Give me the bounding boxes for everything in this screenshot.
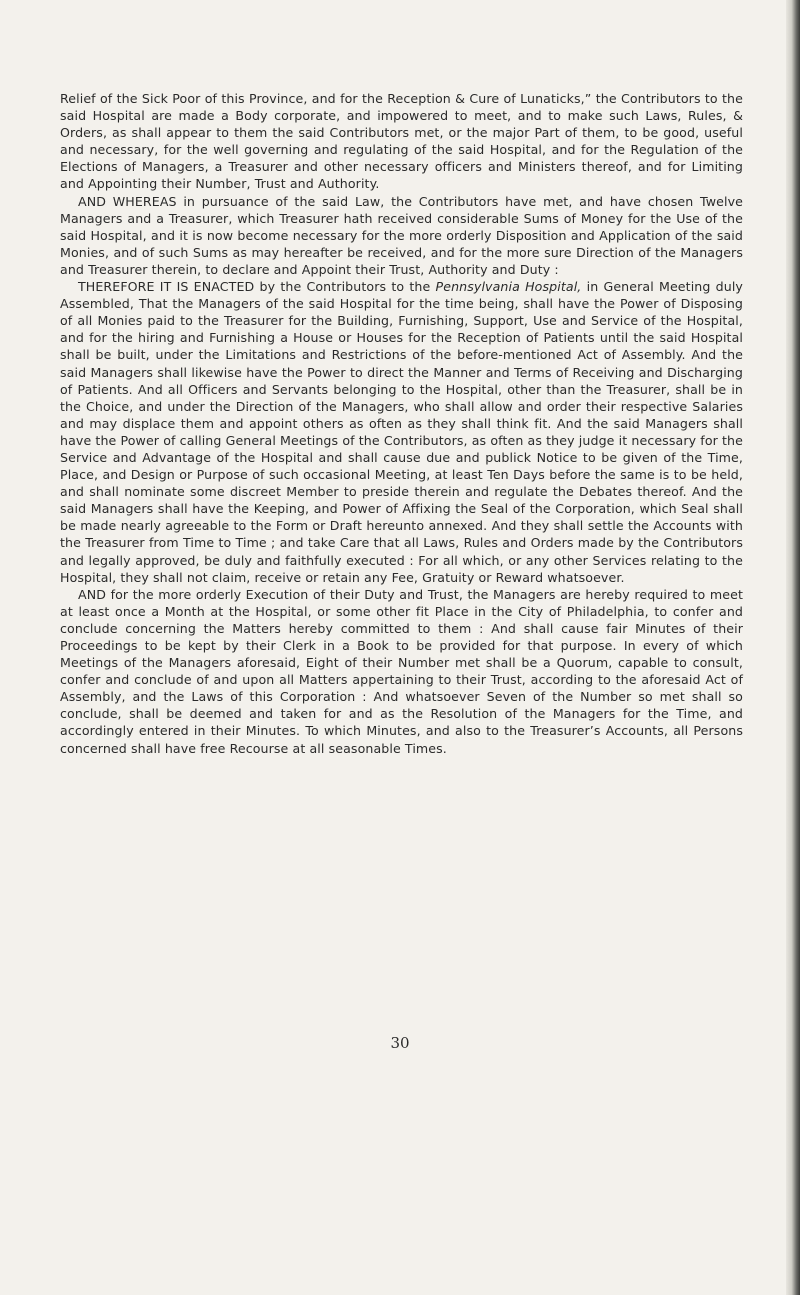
- page-edge-shadow: [786, 0, 800, 1295]
- paragraph-therefore: [60, 278, 743, 586]
- paragraph-therefore-rest: in General Meeting duly Assembled, That the Managers of the said Hospital for the time being, shall have the Power of Disposing of all Monies paid to the Treasurer for the Building, Furnishing, Support, Use and Service of the Hospital, and for the hiring and Furnishing a House or Houses for the Reception of Patients until the said Hospital shall be built, under the Limitations and Restrictions of the before-mentioned Act of Assembly. And the said Managers shall likewise have the Power to direct the Manner and Terms of Receiving and Discharging of Patients. And all Officers and Servants belonging to the Hospital, other than the Treasurer, shall be in the Choice, and under the Direction of the Managers, who shall allow and order their respective Salaries and may displace them and appoint others as often as they shall think fit. And the said Managers shall have the Power of calling General Meetings of the Contributors, as often as they judge it necessary for the Service and Advantage of the Hospital and shall cause due and publick Notice to be given of the Time, Place, and Design or Purpose of such occasional Meeting, at least Ten Days before the same is to be held, and shall nominate some discreet Member to preside therein and regulate the Debates thereof. And the said Managers shall have the Keeping, and Power of Affixing the Seal of the Corporation, which Seal shall be made nearly agreeable to the Form or Draft hereunto annexed. And they shall settle the Accounts with the Treasurer from Time to Time ; and take Care that all Laws, Rules and Orders made by the Contributors and legally approved, be duly and faithfully executed : For all which, or any other Services relating to the Hospital, they shall not claim, receive or retain any Fee, Gratuity or Reward whatsoever.: [60, 279, 743, 585]
- paragraph-therefore-italic: Pennsylvania Hospital,: [435, 279, 582, 295]
- paragraph-and-for: AND for the more orderly Execution of their Duty and Trust, the Managers are hereby required to meet at least once a Month at the Hospital, or some other fit Place in the City of Philadelphia, to confer and conclude concerning the Matters hereby committed to them : And shall cause fair Minutes of their Proceedings to be kept by their Clerk in a Book to be provided for that purpose. In every of which Meetings of the Managers aforesaid, Eight of their Number met shall be a Quorum, capable to consult, confer and conclude of and upon all Matters appertaining to their Trust, according to the aforesaid Act of Assembly, and the Laws of this Corporation : And whatsoever Seven of the Number so met shall so conclude, shall be deemed and taken for and as the Resolution of the Managers for the Time, and accordingly entered in their Minutes. To which Minutes, and also to the Treasurer’s Accounts, all Persons concerned shall have free Recourse at all seasonable Times.: [60, 586, 743, 756]
- document-body: [60, 90, 743, 757]
- paragraph-therefore-lead: THEREFORE IT IS ENACTED by the Contributors to the: [78, 279, 436, 295]
- paragraph-relief: Relief of the Sick Poor of this Province, and for the Reception & Cure of Lunaticks,” the Contributors to the said Hospital are made a Body corporate, and impowered to meet, and to make such Laws, Rules, & Orders, as shall appear to them the said Contributors met, or the major Part of them, to be good, useful and necessary, for the well governing and regulating of the said Hospital, and for the Regulation of the Elections of Managers, a Treasurer and other necessary officers and Ministers thereof, and for Limiting and Appointing their Number, Trust and Authority.: [60, 91, 743, 192]
- page-number: 30: [390, 1034, 410, 1052]
- paragraph-whereas: AND WHEREAS in pursuance of the said Law, the Contributors have met, and have chosen Twelve Managers and a Treasurer, which Treasurer hath received considerable Sums of Money for the Use of the said Hospital, and it is now become necessary for the more orderly Disposition and Application of the said Monies, and of such Sums as may hereafter be received, and for the more sure Direction of the Managers and Treasurer therein, to declare and Appoint their Trust, Authority and Duty :: [60, 193, 743, 277]
